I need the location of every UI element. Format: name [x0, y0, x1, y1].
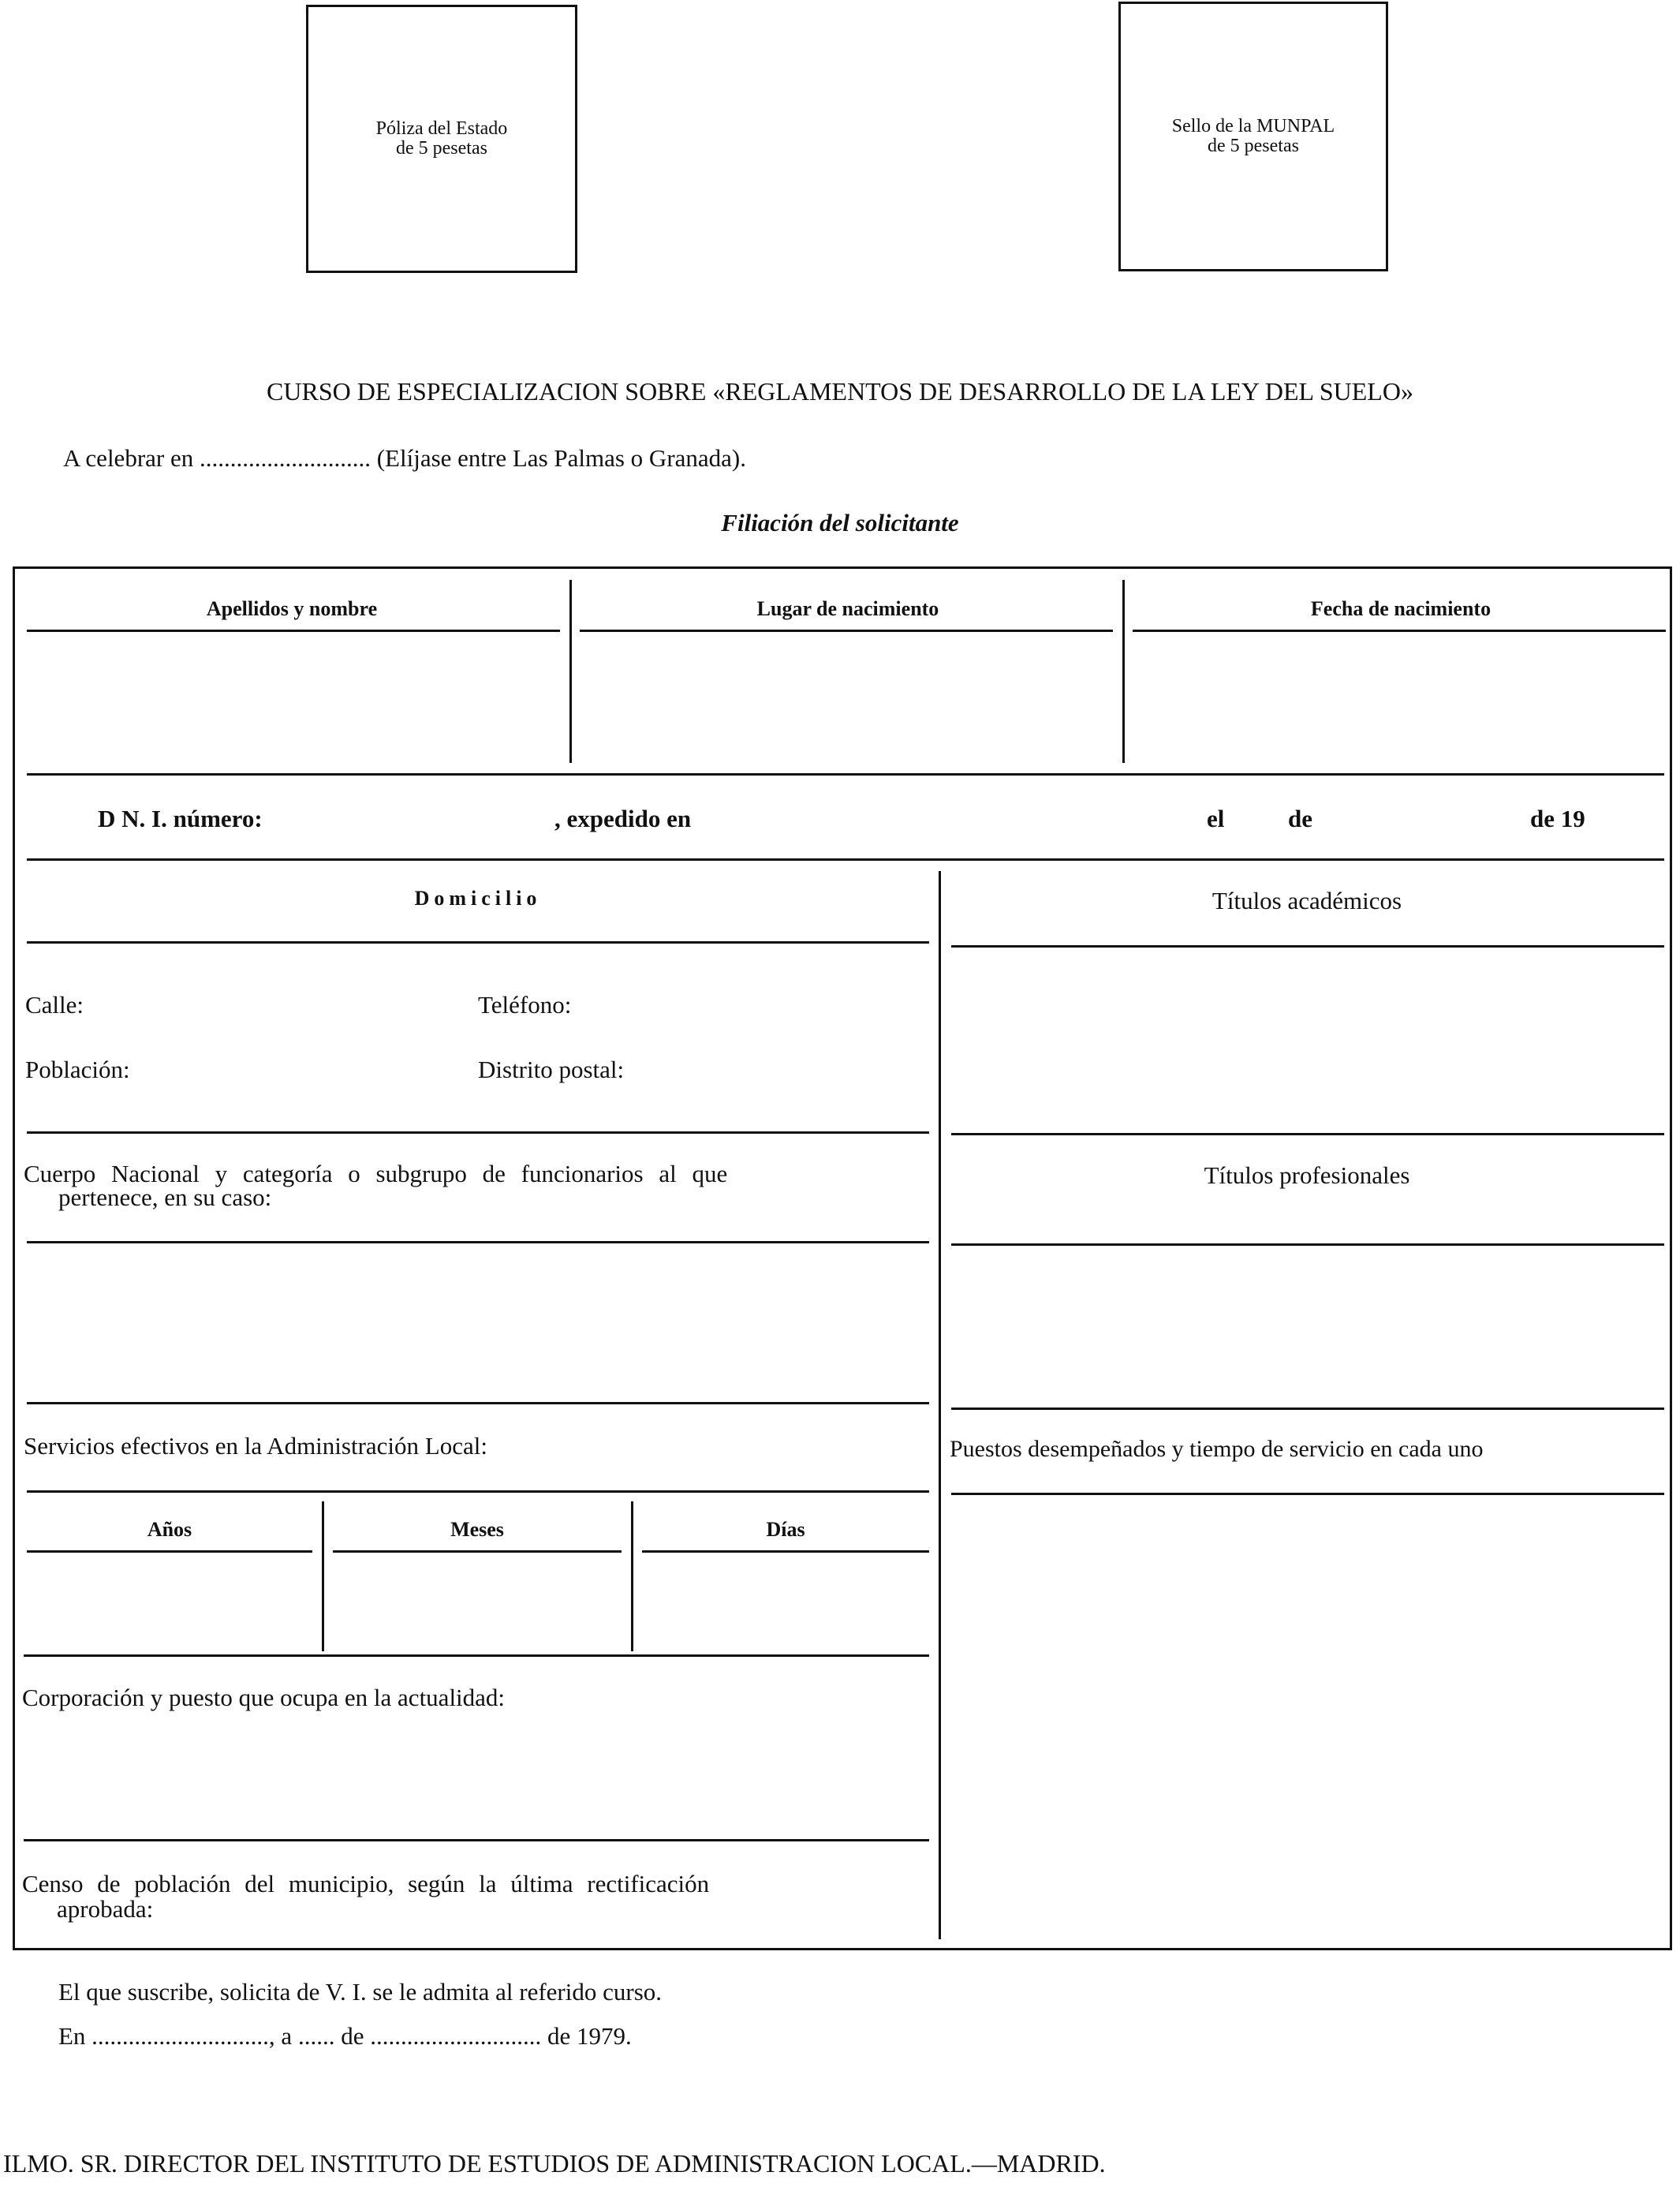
corps-line2: pertenece, en su caso: — [58, 1183, 272, 1211]
years-underline — [27, 1550, 312, 1553]
academic-underline — [951, 945, 1664, 948]
professional-titles-label: Títulos profesionales — [1204, 1161, 1410, 1189]
munpal-seal-text: Sello de la MUNPAL de 5 pesetas — [1171, 115, 1335, 156]
form-left-border — [13, 566, 15, 1949]
street-label: Calle: — [25, 991, 84, 1019]
dni-el-label: el — [1207, 805, 1225, 832]
services-divider-2 — [631, 1501, 633, 1651]
corps-bottom-rule — [27, 1402, 929, 1404]
row1-underline-3 — [1133, 630, 1666, 632]
form-bottom-border — [13, 1948, 1672, 1950]
celebrate-line: A celebrar en ............................ (Elíjase entre Las Palmas o Granada). — [63, 444, 746, 472]
academic-bottom-rule — [951, 1133, 1664, 1135]
services-divider-1 — [322, 1501, 324, 1651]
services-label: Servicios efectivos en la Administración Local: — [24, 1432, 487, 1460]
dni-issued-label: , expedido en — [554, 805, 692, 832]
addressee-line: ILMO. SR. DIRECTOR DEL INSTITUTO DE ESTUDIOS DE ADMINISTRACION LOCAL.—MADRID. — [3, 2149, 1106, 2178]
page-title: CURSO DE ESPECIALIZACION SOBRE «REGLAMENTOS DE DESARROLLO DE LA LEY DEL SUELO» — [267, 377, 1413, 406]
months-underline — [333, 1550, 622, 1553]
munpal-seal-box — [1118, 2, 1388, 271]
state-policy-stamp-text: Póliza del Estado de 5 pesetas — [375, 118, 508, 159]
phone-label: Teléfono: — [478, 991, 572, 1019]
dni-year-label: de 19 — [1530, 805, 1585, 832]
months-label: Meses — [450, 1518, 504, 1541]
state-policy-stamp-box — [306, 5, 577, 273]
surname-name-label: Apellidos y nombre — [206, 597, 378, 620]
town-label: Población: — [25, 1056, 130, 1083]
form-right-border — [1670, 566, 1672, 1949]
domicile-heading: Domicilio — [414, 887, 542, 910]
form-top-border — [13, 566, 1672, 569]
days-label: Días — [766, 1518, 805, 1541]
row1-underline-1 — [27, 630, 560, 632]
row1-bottom-rule — [27, 773, 1664, 776]
dni-label: D N. I. número: — [98, 805, 263, 832]
birth-place-label: Lugar de nacimiento — [756, 597, 939, 620]
row1-underline-2 — [580, 630, 1113, 632]
services-bottom-rule — [24, 1654, 929, 1657]
corporation-label: Corporación y puesto que ocupa en la actualidad: — [22, 1684, 506, 1711]
domicile-underline — [27, 941, 929, 944]
domicile-bottom-rule — [27, 1131, 929, 1134]
census-line1: Censo de población del municipio, según la última rectificación — [22, 1870, 710, 1897]
postal-district-label: Distrito postal: — [478, 1056, 625, 1083]
request-line: El que suscribe, solicita de V. I. se le admita al referido curso. — [58, 1978, 663, 2006]
days-underline — [642, 1550, 929, 1553]
center-divider — [939, 871, 941, 1939]
years-label: Años — [147, 1518, 192, 1541]
corps-line1: Cuerpo Nacional y categoría o subgrupo de funcionarios al que — [24, 1160, 728, 1187]
census-line2: aprobada: — [57, 1895, 154, 1923]
dni-de-label: de — [1288, 805, 1312, 832]
professional-bottom-rule — [951, 1408, 1664, 1410]
academic-titles-label: Títulos académicos — [1211, 887, 1402, 914]
professional-underline — [951, 1243, 1664, 1246]
birth-date-label: Fecha de nacimiento — [1310, 597, 1491, 620]
services-underline — [27, 1490, 929, 1493]
filiation-heading: Filiación del solicitante — [721, 509, 959, 536]
positions-label: Puestos desempeñados y tiempo de servicio en cada uno — [950, 1436, 1484, 1462]
dni-bottom-rule — [27, 858, 1664, 861]
row1-divider-1 — [569, 580, 572, 763]
row1-divider-2 — [1122, 580, 1125, 763]
date-line: En ............................., a ...... de ............................ de 1979. — [58, 2022, 632, 2050]
corps-underline — [27, 1241, 929, 1243]
corporation-bottom-rule — [24, 1839, 929, 1841]
positions-underline — [951, 1493, 1664, 1495]
